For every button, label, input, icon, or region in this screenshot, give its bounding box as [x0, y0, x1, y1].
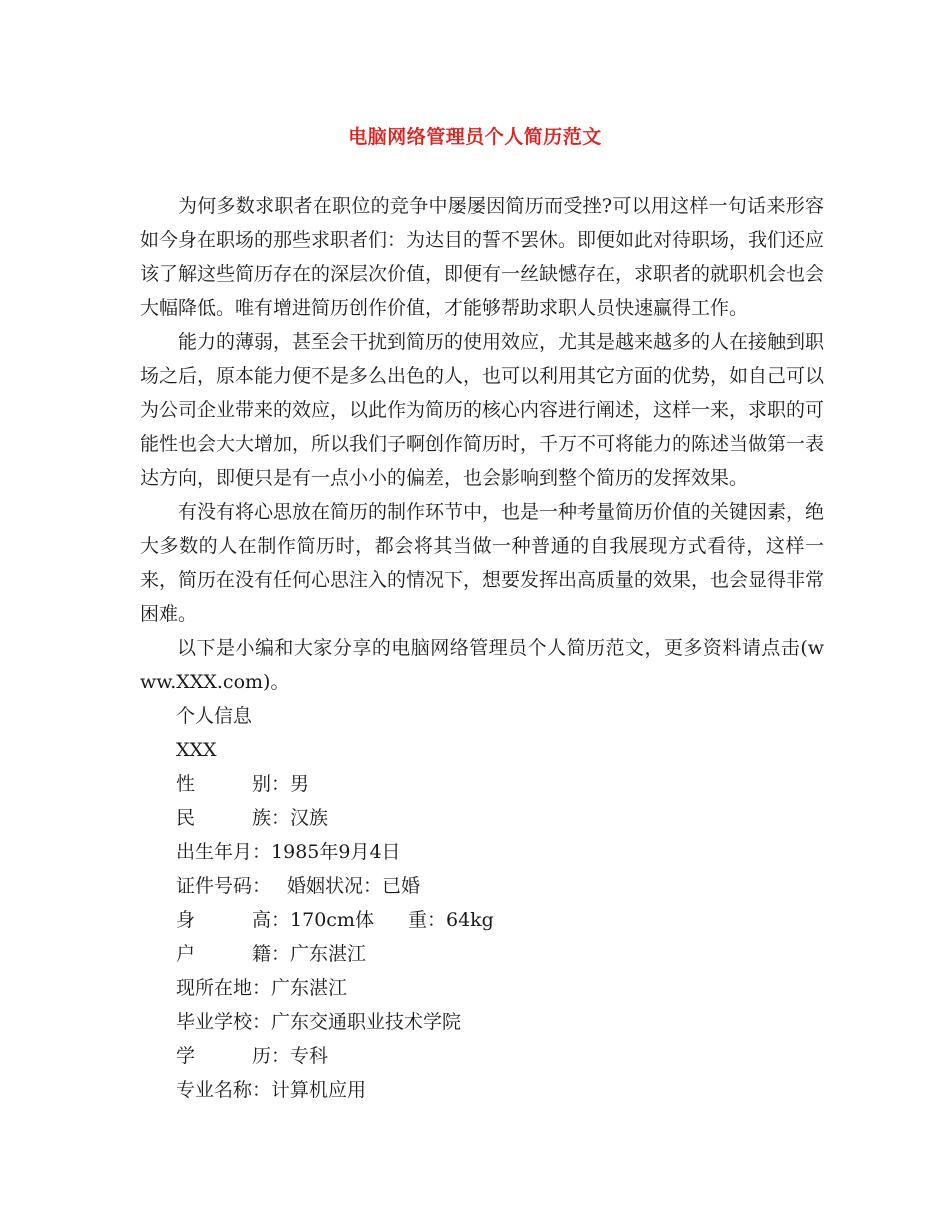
info-major-label: 专业名称：: [176, 1079, 272, 1101]
document-body: [140, 189, 824, 1107]
info-gender-label-2: 别：: [252, 773, 291, 795]
info-gender-row: [176, 767, 824, 801]
info-education-label-1: 学: [176, 1045, 196, 1067]
info-birth-row: [176, 835, 824, 869]
paragraph-2: 能力的薄弱，甚至会干扰到简历的使用效应，尤其是越来越多的人在接触到职场之后，原本能力便不是多么出色的人，也可以利用其它方面的优势，如自己可以为公司企业带来的效应，以此作为简历的核心内容进行阐述，这样一来，求职的可能性也会大大增加，所以我们子啊创作简历时，千万不可将能力的陈述当做第一表达方向，即便只是有一点小小的偏差，也会影响到整个简历的发挥效果。: [140, 331, 825, 489]
info-ethnicity-value: 汉族: [290, 807, 329, 829]
info-hukou-value: 广东湛江: [290, 943, 367, 965]
info-hukou-row: [176, 937, 824, 971]
info-residence-row: [176, 971, 824, 1005]
info-residence-label: 现所在地：: [176, 977, 272, 999]
info-residence-value: 广东湛江: [271, 977, 348, 999]
info-ethnicity-label-1: 民: [176, 807, 196, 829]
info-ethnicity-row: [176, 801, 824, 835]
info-heading: 个人信息: [176, 705, 253, 727]
info-marital-label: 婚姻状况：: [287, 875, 383, 897]
info-education-value: 专科: [290, 1045, 329, 1067]
info-school-label: 毕业学校：: [176, 1011, 272, 1033]
info-height-value: 170cm: [290, 909, 355, 931]
info-major-value: 计算机应用: [271, 1079, 367, 1101]
info-hukou-label-2: 籍：: [252, 943, 291, 965]
info-marital-value: 已婚: [382, 875, 421, 897]
paragraph-1: 为何多数求职者在职位的竞争中屡屡因简历而受挫?可以用这样一句话来形容如今身在职场的那些求职者们：为达目的誓不罢休。即便如此对待职场，我们还应该了解这些简历存在的深层次价值，即便有一丝缺憾存在，求职者的就职机会也会大幅降低。唯有增进简历创作价值，才能够帮助求职人员快速赢得工作。: [140, 195, 825, 319]
info-hukou-label-1: 户: [176, 943, 196, 965]
info-education-row: [176, 1039, 824, 1073]
info-weight-label-1: 体: [354, 909, 374, 931]
info-birth-value: 1985年9月4日: [271, 841, 401, 863]
info-weight-value: 64kg: [445, 909, 494, 931]
info-major-row: [176, 1073, 824, 1107]
info-id-row: [176, 869, 824, 903]
info-height-label-2: 高：: [252, 909, 291, 931]
info-gender-value: 男: [290, 773, 310, 795]
info-weight-label-2: 重：: [407, 909, 446, 931]
personal-info-section: [140, 699, 824, 1107]
info-gender-label-1: 性: [176, 773, 196, 795]
info-ethnicity-label-2: 族：: [252, 807, 291, 829]
paragraph-4: 以下是小编和大家分享的电脑网络管理员个人简历范文，更多资料请点击(www.XXX.com)。: [140, 637, 824, 693]
info-birth-label: 出生年月：: [176, 841, 272, 863]
info-height-row: [176, 903, 824, 937]
info-id-label: 证件号码：: [176, 875, 272, 897]
paragraph-3: 有没有将心思放在简历的制作环节中，也是一种考量简历价值的关键因素，绝大多数的人在制作简历时，都会将其当做一种普通的自我展现方式看待，这样一来，简历在没有任何心思注入的情况下，想要发挥出高质量的效果，也会显得非常困难。: [140, 501, 825, 625]
info-school-value: 广东交通职业技术学院: [271, 1011, 462, 1033]
document-title: 电脑网络管理员个人简历范文: [348, 126, 602, 148]
info-name: XXX: [176, 739, 217, 761]
info-height-label-1: 身: [176, 909, 196, 931]
info-school-row: [176, 1005, 824, 1039]
info-education-label-2: 历：: [252, 1045, 291, 1067]
